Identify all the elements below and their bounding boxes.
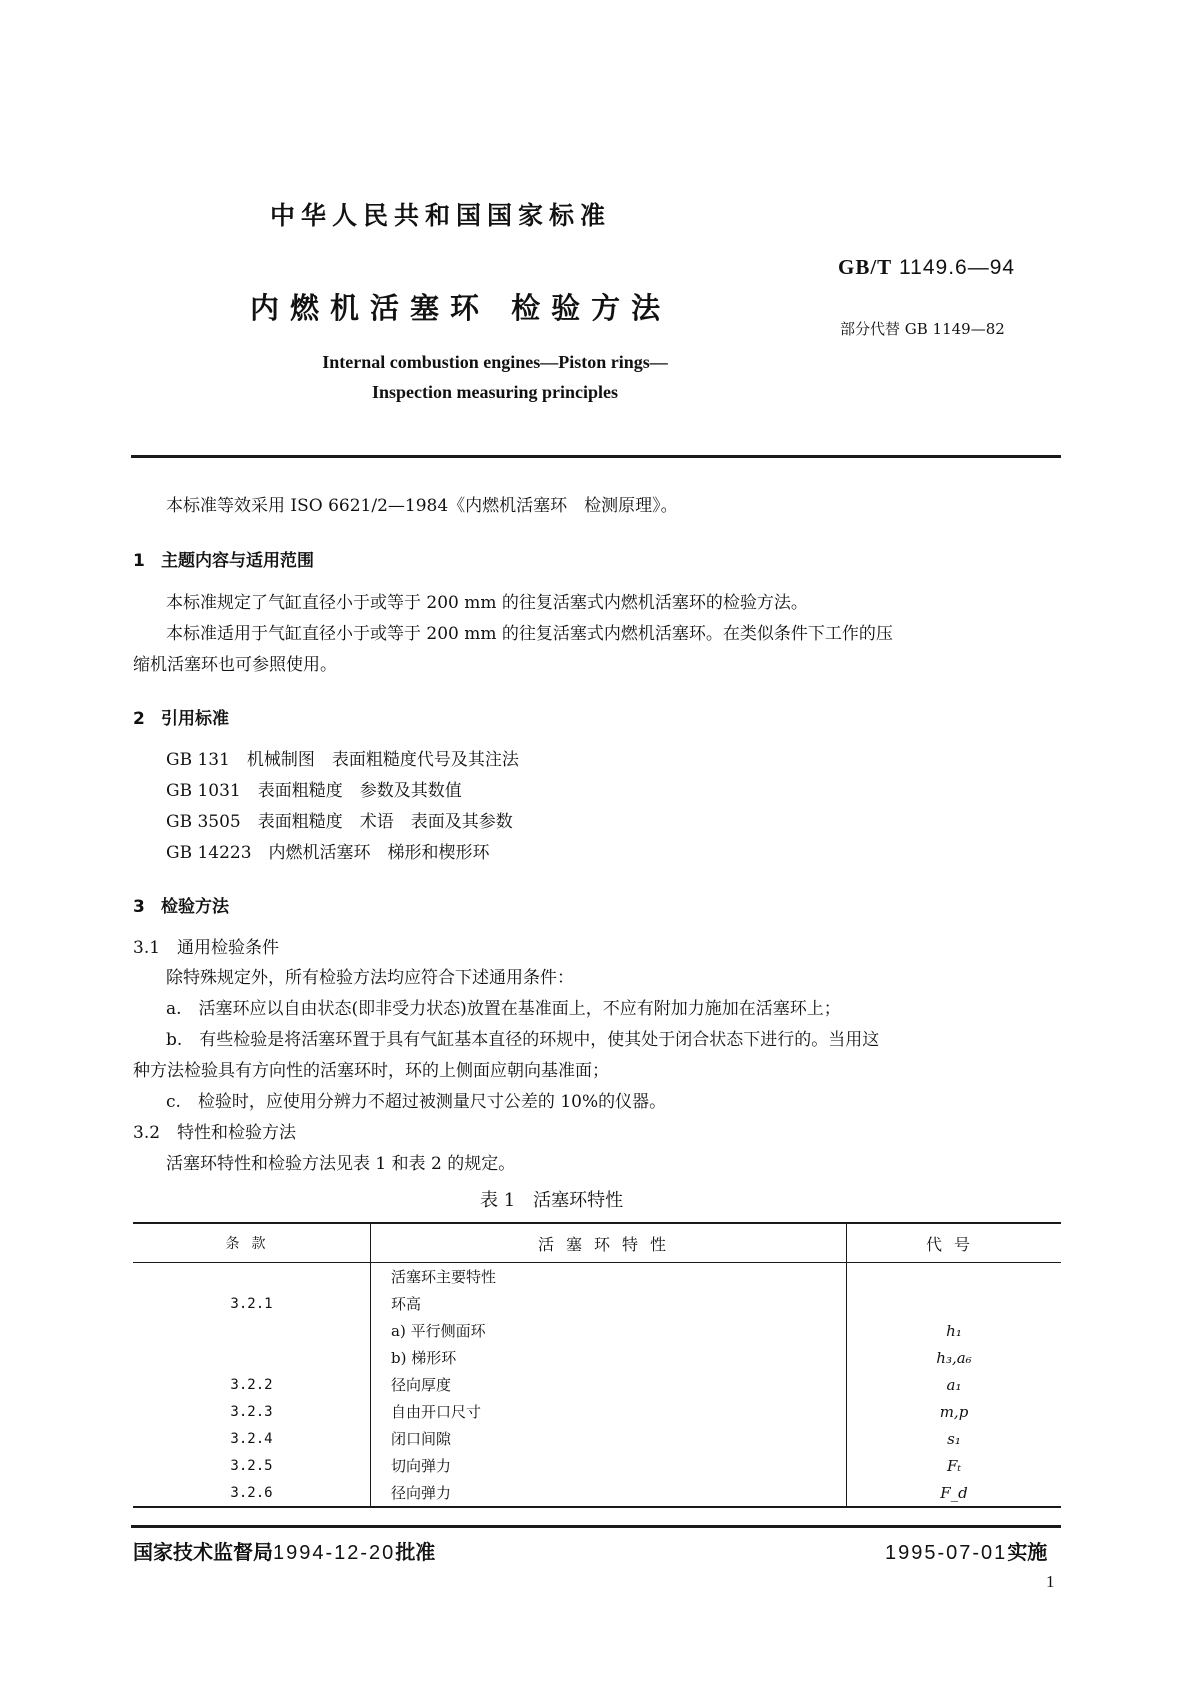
clause-cell: [133, 1344, 371, 1371]
column-header-characteristic: 活塞环特性: [371, 1223, 847, 1263]
section-3-heading: [133, 892, 229, 917]
table-row: [133, 1263, 1061, 1291]
standard-prefix: GB/T: [838, 255, 893, 279]
clause-cell: 3.2.4: [230, 1430, 273, 1447]
section-2-heading: [133, 704, 229, 729]
clause-cell: 3.2.6: [133, 1479, 371, 1507]
table-row: [133, 1371, 1061, 1398]
clause-cell: 3.2.1: [230, 1295, 273, 1312]
symbol-cell: h₃,a₆: [936, 1348, 972, 1367]
table-row: [133, 1290, 1061, 1317]
subsection-title: 特性和检验方法: [177, 1123, 296, 1143]
section-title: 检验方法: [161, 897, 229, 917]
symbol-cell: [847, 1290, 1062, 1317]
approval-statement: [133, 1536, 435, 1565]
table-header-row: [133, 1223, 1061, 1263]
condition-a: a. 活塞环应以自由状态(即非受力状态)放置在基准面上，不应有附加力施加在活塞环上；: [166, 999, 841, 1019]
intro-paragraph: 本标准等效采用 ISO 6621/2—1984《内燃机活塞环 检测原理》。: [166, 496, 678, 516]
section-number: 2: [133, 709, 145, 729]
table-row: [133, 1398, 1061, 1425]
national-standard-title: 中华人民共和国国家标准: [270, 201, 612, 230]
subsection-3-2-heading: [133, 1125, 296, 1142]
symbol-cell: Fₜ: [946, 1456, 962, 1475]
subsection-number: 3.2: [133, 1123, 161, 1143]
table-1-piston-ring-characteristics: [133, 1222, 1061, 1508]
section-number: 3: [133, 897, 145, 917]
table-row: [133, 1425, 1061, 1452]
replaces-note: 部分代替 GB 1149—82: [840, 320, 1005, 338]
standard-number: [838, 255, 1015, 280]
document-title-zh: 内燃机活塞环 检验方法: [250, 291, 672, 325]
characteristic-cell: 切向弹力: [371, 1452, 847, 1479]
page-number: 1: [1046, 1572, 1055, 1591]
subsection-3-1-heading: [133, 940, 279, 957]
reference-item: GB 3505 表面粗糙度 术语 表面及其参数: [166, 812, 513, 832]
section-number: 1: [133, 551, 145, 571]
clause-cell: 3.2.2: [230, 1376, 273, 1393]
symbol-cell: h₁: [946, 1321, 962, 1340]
characteristic-cell: 自由开口尺寸: [371, 1398, 847, 1425]
table-row: [133, 1344, 1061, 1371]
table-row: [133, 1479, 1061, 1507]
section-1-paragraph-1: 本标准规定了气缸直径小于或等于 200 mm 的往复活塞式内燃机活塞环的检验方法。: [166, 593, 808, 613]
subsection-3-2-lead: 活塞环特性和检验方法见表 1 和表 2 的规定。: [166, 1154, 516, 1174]
symbol-cell: F_d: [847, 1479, 1062, 1507]
characteristic-cell: 径向厚度: [371, 1371, 847, 1398]
characteristic-cell: b) 梯形环: [371, 1344, 847, 1371]
approval-label: 批准: [395, 1540, 436, 1564]
subsection-3-1-lead: 除特殊规定外，所有检验方法均应符合下述通用条件：: [166, 968, 574, 988]
implementation-statement: [885, 1536, 1047, 1565]
condition-c: c. 检验时，应使用分辨力不超过被测量尺寸公差的 10%的仪器。: [166, 1092, 667, 1112]
header-divider: [131, 455, 1061, 458]
clause-cell: [133, 1317, 371, 1344]
standard-code: 1149.6—94: [899, 256, 1016, 279]
document-title-en-line1: Internal combustion engines—Piston rings—: [322, 352, 668, 372]
symbol-cell: s₁: [947, 1429, 961, 1448]
table-row: [133, 1452, 1061, 1479]
section-1-heading: [133, 546, 314, 571]
symbol-cell: m,p: [939, 1402, 969, 1421]
column-header-clause: 条款: [133, 1223, 371, 1263]
footer-divider: [131, 1525, 1061, 1528]
characteristic-cell: a) 平行侧面环: [371, 1317, 847, 1344]
column-header-symbol: 代号: [847, 1223, 1062, 1263]
subsection-title: 通用检验条件: [177, 938, 279, 958]
reference-item: GB 1031 表面粗糙度 参数及其数值: [166, 781, 462, 801]
condition-b: b. 有些检验是将活塞环置于具有气缸基本直径的环规中，使其处于闭合状态下进行的。当用这: [166, 1030, 880, 1050]
section-title: 引用标准: [161, 709, 229, 729]
characteristic-cell: 活塞环主要特性: [371, 1263, 847, 1291]
document-title-en-line2: Inspection measuring principles: [371, 382, 619, 402]
implementation-label: 实施: [1007, 1540, 1048, 1564]
section-title: 主题内容与适用范围: [161, 551, 314, 571]
clause-cell: 3.2.5: [230, 1457, 273, 1474]
characteristic-cell: 环高: [371, 1290, 847, 1317]
characteristic-cell: 径向弹力: [371, 1479, 847, 1507]
characteristic-cell: 闭口间隙: [371, 1425, 847, 1452]
reference-item: GB 131 机械制图 表面粗糙度代号及其注法: [166, 750, 519, 770]
clause-cell: [133, 1263, 371, 1291]
section-1-paragraph-2: 本标准适用于气缸直径小于或等于 200 mm 的往复活塞式内燃机活塞环。在类似条件下工作的压: [166, 624, 893, 644]
approval-date: 1994-12-20: [273, 1542, 396, 1564]
condition-b-cont: 种方法检验具有方向性的活塞环时，环的上侧面应朝向基准面；: [133, 1061, 609, 1081]
symbol-cell: [847, 1263, 1062, 1291]
implementation-date: 1995-07-01: [885, 1542, 1008, 1564]
table-row: [133, 1317, 1061, 1344]
subsection-number: 3.1: [133, 938, 161, 958]
reference-item: GB 14223 内燃机活塞环 梯形和楔形环: [166, 843, 490, 863]
table-1-caption: 表 1 活塞环特性: [480, 1190, 624, 1211]
clause-cell: 3.2.3: [230, 1403, 273, 1420]
section-1-paragraph-2-cont: 缩机活塞环也可参照使用。: [133, 655, 337, 675]
symbol-cell: a₁: [946, 1375, 962, 1394]
approval-org: 国家技术监督局: [133, 1540, 273, 1564]
